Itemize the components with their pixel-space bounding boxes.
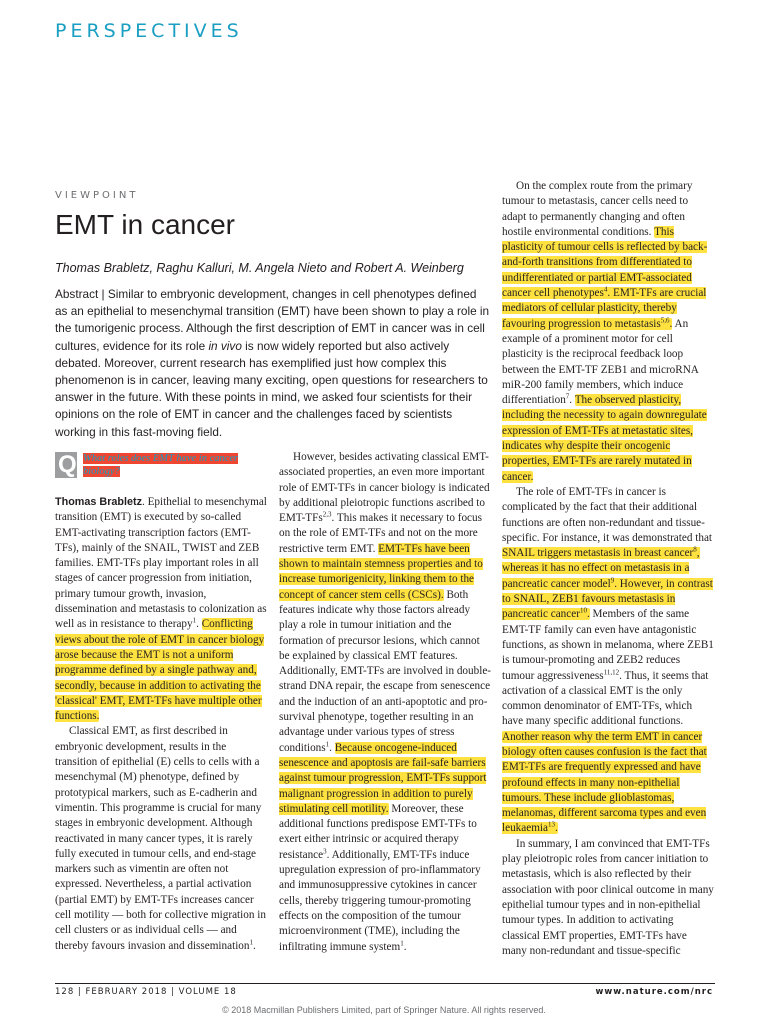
col3-p2-highlight-2: Another reason why the term EMT in cancer biology often causes confusion is the fact that EMT-TFs are frequently expressed and have profound effects in many non-epithelial tumours. These include glioblastomas, melanomas, different sarcoma types and even leukaemia$^{13}$. bbox=[502, 730, 707, 835]
abstract-label: Abstract bbox=[55, 287, 99, 301]
col1-author-name: Thomas Brabletz bbox=[55, 496, 142, 508]
col3-p1-ref-2: 5,6 bbox=[660, 315, 670, 324]
col3-paragraph-2 bbox=[502, 485, 714, 837]
col2-p1-ref-3: 3 bbox=[323, 846, 327, 855]
col1-p1-highlight: Conflicting views about the role of EMT in cancer biology arose because the EMT is not a uniform programme defined by a single pathway and, secondly, because in addition to activating the 'classical' EMT, EMT-TFs have multiple other functions. bbox=[55, 618, 265, 723]
section-header: PERSPECTIVES bbox=[55, 20, 243, 42]
abstract-text-a: Similar to embryonic development, changes in cell phenotypes defined as an epithelial to mesenchymal transition (EMT) have been shown to play a role in the tumorigenic process. Although the first description of EMT in cancer was in cell cultures, evidence for its role bbox=[55, 287, 490, 353]
col2-paragraph-1: However, besides activating classical EMT-associated properties, an even more important role of EMT-TFs in cancer biology is indicated by additional pleiotropic functions ascribed to EMT-TFs$^{2,3}$. This makes it necessary to focus on the role of EMT-TFs and not on the more restrictive term EMT. EMT-TFs have been shown to maintain stemness properties and to increase tumorigenicity, linking them to the concept of cancer stem cells (CSCs). Both features indicate why those factors already play a role in tumour initiation and the formation of precursor lesions, which cannot be explained by classical EMT features. Additionally, EMT-TFs are involved in double-strand DNA repair, the escape from senescence and the induction of an anti-apoptotic and pro-survival phenotype, together resulting in an advantage under various types of stress conditions$^1$. Because oncogene-induced senescence and apoptosis are fail-safe barriers against tumour progression, EMT-TFs support malignant progression in addition to purely stimulating cell motility. Moreover, these additional functions predispose EMT-TFs to exert either intrinsic or acquired therapy resistance$^3$. Additionally, EMT-TFs induce upregulation expression of pro-inflammatory and immunosuppressive cytokines in cancer cells, thereby triggering tumour-promoting effects on the composition of the tumour microenvironment (TME), including the infiltrating immune system$^1$. bbox=[279, 451, 492, 953]
col3-p1-highlight-1: This plasticity of tumour cells is reflected by back-and-forth transitions from differentiated to undifferentiated or partial EMT-associated cancer cell phenotypes$^4$. EMT-TFs are crucial mediators of cellular plasticity, thereby favouring progression to metastasis$^{5,6}$. bbox=[502, 225, 708, 330]
col1-paragraph-2: Classical EMT, as first described in embryonic development, results in the transition of epithelial (E) cells to cells with a mesenchymal (M) phenotype, defined by prototypical markers, such as E-cadherin and vimentin. This programme is crucial for many stages in embryonic development. Although reactivated in many cancer types, it is rarely fully executed in tumour cells, and end-stage markers such as vimentin are often not expressed. Nevertheless, a partial activation (partial EMT) by EMT-TFs increases cancer cell motility — both for collective migration in cell clusters or as individual cells — and thereby favours invasion and dissemination$^1$. bbox=[55, 725, 266, 952]
col3-p2-text-b: Members of the same EMT-TF family can even have antagonistic functions, as shown in melanoma, where ZEB1 is tumour-promoting and ZEB2 reduces tumour aggressiveness bbox=[502, 608, 714, 682]
col2-p1-text-e: . Additionally, EMT-TFs induce upregulation expression of pro-inflammatory and immunosuppressive cytokines in cancer cells, thereby triggering tumour-promoting effects on the composition of the tumour microenvironment (TME), including the infiltrating immune system bbox=[279, 848, 481, 953]
col1-p2-text: Classical EMT, as first described in embryonic development, results in the transition of epithelial (E) cells to cells with a mesenchymal (M) phenotype, defined by prototypical markers, such as E-cadherin and vimentin. This programme is crucial for many stages in embryonic development. Although reactivated in many cancer types, it is rarely fully executed in tumour cells, and end-stage markers such as vimentin are often not expressed. Nevertheless, a partial activation (partial EMT) by EMT-TFs increases cancer cell motility — both for collective migration in cell clusters or as individual cells — and thereby favours invasion and dissemination bbox=[55, 725, 266, 952]
col3-p2-highlight-1: SNAIL triggers metastasis in breast cancer$^8$, whereas it has no effect on metastasis in a pancreatic cancer model$^9$. However, in contrast to SNAIL, ZEB1 favours metastasis in pancreatic cancer$^{10}$. bbox=[502, 545, 713, 621]
col3-p2-text-c: . Thus, it seems that activation of a classical EMT is the only common denominator of EMT-TFs, which have many specific additional functions. bbox=[502, 669, 709, 728]
column-2 bbox=[279, 450, 491, 955]
question-badge-letter: Q bbox=[58, 451, 77, 478]
col3-p1-hl1b-text: . EMT-TFs are crucial mediators of cellular plasticity, thereby favouring progression to metastasis bbox=[502, 287, 707, 330]
col3-p2-text-a: The role of EMT-TFs in cancer is complicated by the fact that their additional functions are often non-redundant and tissue-specific. For instance, it was demonstrated that bbox=[502, 485, 713, 544]
column-3 bbox=[502, 179, 714, 959]
col2-p1-text-a: However, besides activating classical EMT-associated properties, an even more important role of EMT-TFs in cancer biology is indicated by additional pleiotropic functions ascribed to EMT-TFs bbox=[279, 451, 490, 525]
footer-url[interactable]: www.nature.com/nrc bbox=[595, 987, 713, 997]
col3-paragraph-1: On the complex route from the primary tumour to metastasis, cancer cells need to adapt to permanently changing and often hostile environmental conditions. This plasticity of tumour cells is reflected by back-and-forth transitions from differentiated to undifferentiated or partial EMT-associated cancer cell phenotypes$^4$. EMT-TFs are crucial mediators of cellular plasticity, thereby favouring progression to metastasis$^{5,6}$. An example of a prominent motor for cell plasticity is the reciprocal feedback loop between the EMT-TF ZEB1 and microRNA miR-200 family members, which induce differentiation$^7$. The observed plasticity, including the necessity to again downregulate expression of EMT-TFs at metastatic sites, indicates why despite their oncogenic properties, EMT-TFs are rarely mutated in cancer. bbox=[502, 180, 708, 483]
col3-p1-text-b: An example of a prominent motor for cell plasticity is the reciprocal feedback loop between the EMT-TF ZEB1 and microRNA miR-200 family members, which induce differentiation bbox=[502, 317, 699, 407]
col3-p2-ref-3: 10 bbox=[579, 606, 587, 615]
col3-p1-highlight-2: The observed plasticity, including the necessity to again downregulate expression of EMT-TFs at metastatic sites, indicates why despite their oncogenic properties, EMT-TFs are rarely mutated in cancer. bbox=[502, 394, 707, 483]
abstract-text-b: is now widely reported but also actively debated. Moreover, current research has exemplified just how complex this phenomenon is in cancer, leaving many exciting, open questions for researchers to answer in the future. With these points in mind, we asked four scientists for their opinions on the role of EMT in cancer and the challenges faced by scientists working in this fast-moving field. bbox=[55, 338, 488, 439]
col3-p1-ref-3: 7 bbox=[565, 392, 570, 401]
col3-p1-text-a: On the complex route from the primary tumour to metastasis, cancer cells need to adapt to permanently changing and often hostile environmental conditions. bbox=[502, 180, 693, 238]
col2-p1-ref-2: 1 bbox=[325, 739, 330, 748]
col1-p1-ref: 1 bbox=[192, 616, 197, 625]
col3-paragraph-3 bbox=[502, 837, 714, 959]
col3-p2-ref-2: 9 bbox=[610, 575, 615, 584]
col2-p1-highlight-2: Because oncogene-induced senescence and apoptosis are fail-safe barriers against tumour progression, EMT-TFs support malignant progression in addition to purely stimulating cell motility. bbox=[279, 741, 487, 815]
col1-p2-ref: 1 bbox=[249, 937, 253, 946]
col3-p2-ref-4: 11,12 bbox=[603, 667, 620, 676]
article-kicker: VIEWPOINT bbox=[55, 190, 139, 201]
col3-p2-hl1b-text: , whereas it has no effect on metastasis in a pancreatic cancer model bbox=[502, 547, 700, 590]
col2-p1-ref-4: 1 bbox=[400, 938, 404, 947]
col3-p2-hl1-text: SNAIL triggers metastasis in breast cancer bbox=[502, 547, 694, 560]
col2-p1-text-d: Moreover, these additional functions predispose EMT-TFs to exert either intrinsic or acquired therapy resistance bbox=[279, 802, 477, 861]
col3-p3-text: In summary, I am convinced that EMT-TFs play pleiotropic roles from cancer initiation to metastasis, which is also reflected by their association with poor clinical outcome in many epithelial tumour types and in non-epithelial tumour types. In addition to activating classical EMT properties, EMT-TFs have many non-redundant and tissue-specific bbox=[502, 837, 714, 957]
col3-p2-hl2-text: Another reason why the term EMT in cancer biology often causes confusion is the fact that EMT-TFs are frequently expressed and have profound effects in many non-epithelial tumours. These include glioblastomas, melanomas, different sarcoma types and even leukaemia bbox=[502, 730, 707, 835]
col2-p1-text-c: Both features indicate why those factors already play a role in tumour initiation and the formation of precursor lesions, which cannot be explained by classical EMT features. Additionally, EMT-TFs are involved in double-strand DNA repair, the escape from senescence and the induction of an anti-apoptotic and pro-survival phenotype, together resulting in an advantage under various types of stress conditions bbox=[279, 588, 492, 754]
col3-p2-ref-1: 8 bbox=[693, 545, 697, 554]
abstract: Abstract | Similar to embryonic development, changes in cell phenotypes defined as an epithelial to mesenchymal transition (EMT) have been shown to play a role in the tumorigenic process. Although the first description of EMT in cancer was in cell cultures, evidence for its role in vivo is now widely reported but also actively debated. Moreover, current research has exemplified just how complex this phenomenon is in cancer, leaving many exciting, open questions for researchers to answer in the future. With these points in mind, we asked four scientists for their opinions on the role of EMT in cancer and the challenges faced by scientists working in this fast-moving field. bbox=[55, 287, 490, 439]
question-badge bbox=[55, 452, 77, 478]
col2-p1-text-b: . This makes it necessary to focus on the role of EMT-TFs and not on the more restrictive term EMT. bbox=[279, 512, 482, 555]
footer-page-info: 128 | FEBRUARY 2018 | VOLUME 18 bbox=[55, 987, 237, 997]
column-1 bbox=[55, 495, 267, 954]
article-authors: Thomas Brabletz, Raghu Kalluri, M. Angela Nieto and Robert A. Weinberg bbox=[55, 261, 464, 275]
col2-p1-highlight-1: EMT-TFs have been shown to maintain stemness properties and to increase tumorigenicity, linking them to the concept of cancer stem cells (CSCs). bbox=[279, 542, 483, 601]
question-text-highlight: What roles does EMT have in cancer biology? bbox=[83, 453, 239, 477]
question-text bbox=[83, 452, 255, 478]
abstract-in-vivo: in vivo bbox=[208, 338, 242, 353]
article-title: EMT in cancer bbox=[55, 209, 235, 240]
col3-p1-ref-1: 4 bbox=[603, 285, 608, 294]
col3-p1-hl1-text: This plasticity of tumour cells is reflected by back-and-forth transitions from differentiated to undifferentiated or partial EMT-associated cancer cell phenotypes bbox=[502, 225, 708, 300]
footer-copyright: © 2018 Macmillan Publishers Limited, part of Springer Nature. All rights reserved. bbox=[222, 1005, 546, 1015]
col2-p1-ref-1: 2,3 bbox=[322, 510, 332, 519]
col1-paragraph-1: Thomas Brabletz. Epithelial to mesenchymal transition (EMT) is executed by so-called EMT-activating transcription factors (EMT-TFs), mainly of the SNAIL, TWIST and ZEB families. EMT-TFs play important roles in all stages of cancer progression from initiation, primary tumour growth, invasion, dissemination and metastasis to colonization as well as in resistance to therapy$^1$. Conflicting views about the role of EMT in cancer biology arose because the EMT is not a uniform programme defined by a single pathway and, secondly, because in addition to activating the 'classical' EMT, EMT-TFs have multiple other functions. bbox=[55, 496, 267, 723]
col3-p2-ref-5: 13 bbox=[547, 820, 555, 829]
col3-p2-hl1c-text: . However, in contrast to SNAIL, ZEB1 favours metastasis in pancreatic cancer bbox=[502, 577, 713, 621]
footer-rule bbox=[55, 983, 715, 984]
col1-p1-text: . Epithelial to mesenchymal transition (EMT) is executed by so-called EMT-activating transcription factors (EMT-TFs), mainly of the SNAIL, TWIST and ZEB families. EMT-TFs play important roles in all stages of cancer progression from initiation, primary tumour growth, invasion, dissemination and metastasis to colonization as well as in resistance to therapy bbox=[55, 496, 267, 631]
